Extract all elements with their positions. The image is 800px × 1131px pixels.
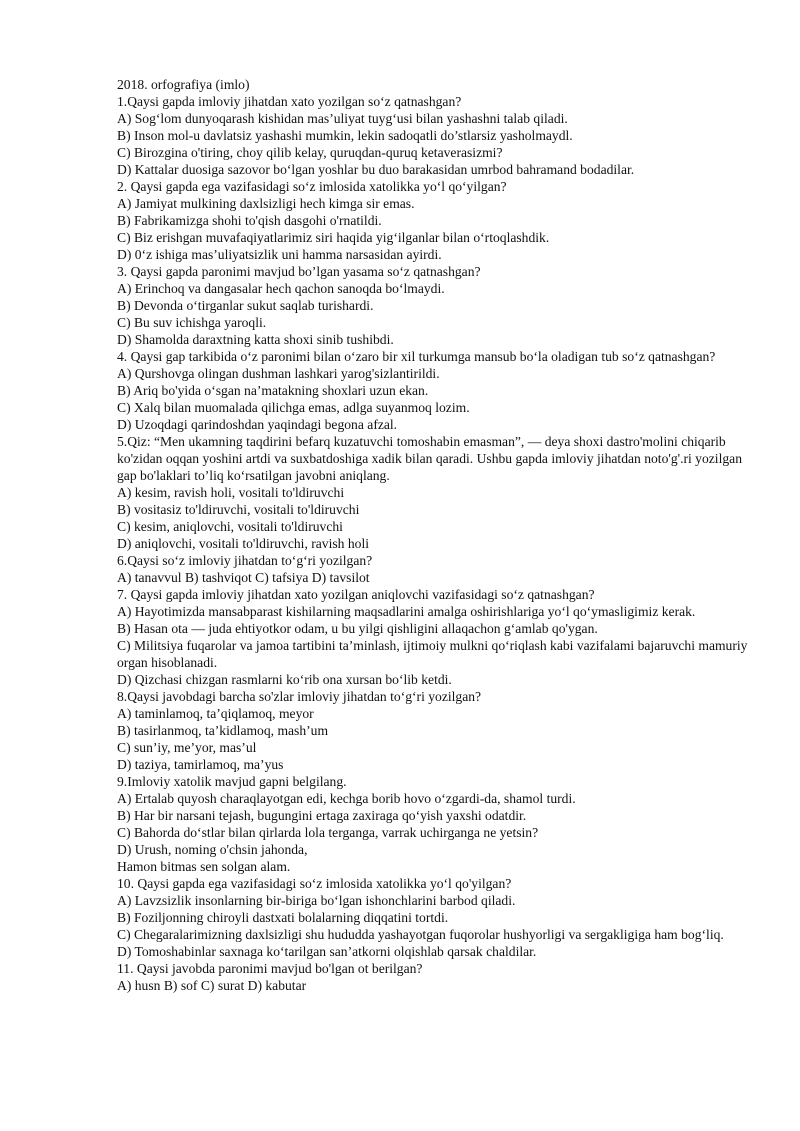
text-line: B) Fabrikamizga shohi to'qish dasgohi o'rnatildi. <box>117 213 382 228</box>
text-line: 3. Qaysi gapda paronimi mavjud bo’lgan yasama so‘z qatnashgan? <box>117 264 481 279</box>
text-line: A) husn B) sof C) surat D) kabutar <box>117 978 307 993</box>
text-line: 6.Qaysi so‘z imloviy jihatdan to‘g‘ri yozilgan? <box>117 553 373 568</box>
text-line: B) tasirlanmoq, ta’kidlamoq, mash’um <box>117 723 329 738</box>
text-line: D) Shamolda daraxtning katta shoxi sinib tushibdi. <box>117 332 394 347</box>
text-line: A) Lavzsizlik insonlarning bir-biriga bo‘lgan ishonchlarini barbod qiladi. <box>117 893 516 908</box>
text-line: C) Chegaralarimizning daxlsizligi shu hududda yashayotgan fuqorolar hushyorligi va sergakligiga ham bog‘liq. <box>117 927 724 942</box>
text-line: A) taminlamoq, ta’qiqlamoq, meyor <box>117 706 314 721</box>
text-line: D) Tomoshabinlar saxnaga ko‘tarilgan san’atkorni olqishlab qarsak chaldilar. <box>117 944 537 959</box>
text-line: 8.Qaysi javobdagi barcha so'zlar imloviy jihatdan to‘g‘ri yozilgan? <box>117 689 482 704</box>
text-line: 10. Qaysi gapda ega vazifasidagi so‘z imlosida xatolikka yo‘l qo'yilgan? <box>117 876 512 891</box>
text-line: A) Erinchoq va dangasalar hech qachon sanoqda bo‘lmaydi. <box>117 281 445 296</box>
text-line: 4. Qaysi gap tarkibida o‘z paronimi bilan o‘zaro bir xil turkumga mansub bo‘la oladigan tub so‘z qatnashgan? <box>117 349 716 364</box>
text-line: A) Jamiyat mulkining daxlsizligi hech kimga sir emas. <box>117 196 415 211</box>
document-body <box>117 76 752 994</box>
text-line: 5.Qiz: “Men ukamning taqdirini befarq kuzatuvchi tomoshabin emasman”, — deya shoxi dastro'molini chiqarib ko'zidan oqqan yoshini artdi va suxbatdoshiga xadik bilan qaradi. Ushbu gapda imloviy jihatdan noto'g'.ri yozilgan gap bo'laklari to’liq ko‘rsatilgan javobni aniqlang. <box>117 434 742 483</box>
text-line: D) Urush, noming o'chsin jahonda, <box>117 842 308 857</box>
document-title: 2018. orfografiya (imlo) <box>117 77 250 92</box>
text-line: 9.Imloviy xatolik mavjud gapni belgilang. <box>117 774 347 789</box>
text-line: A) Sog‘lom dunyoqarash kishidan mas’uliyat tuyg‘usi bilan yashashni talab qiladi. <box>117 111 568 126</box>
text-line: 7. Qaysi gapda imloviy jihatdan xato yozilgan aniqlovchi vazifasidagi so‘z qatnashgan? <box>117 587 595 602</box>
text-line: B) Har bir narsani tejash, bugungini ertaga zaxiraga qo‘yish yaxshi odatdir. <box>117 808 527 823</box>
question-list <box>117 93 752 994</box>
text-line: C) Militsiya fuqarolar va jamoa tartibini ta’minlash, ijtimoiy mulkni qo‘riqlash kabi vazifalami bajaruvchi mamuriy organ hisoblanadi. <box>117 638 748 670</box>
text-line: D) Kattalar duosiga sazovor bo‘lgan yoshlar bu duo barakasidan umrbod bahramand bodadilar. <box>117 162 635 177</box>
text-line: D) aniqlovchi, vositali to'ldiruvchi, ravish holi <box>117 536 370 551</box>
text-line: A) tanavvul B) tashviqot C) tafsiya D) tavsilot <box>117 570 370 585</box>
text-line: A) Ertalab quyosh charaqlayotgan edi, kechga borib hovo o‘zgardi-da, shamol turdi. <box>117 791 576 806</box>
text-line: D) 0‘z ishiga mas’uliyatsizlik uni hamma narsasidan ayirdi. <box>117 247 442 262</box>
text-line: C) kesim, aniqlovchi, vositali to'ldiruvchi <box>117 519 343 534</box>
text-line: B) Devonda o‘tirganlar sukut saqlab turishardi. <box>117 298 374 313</box>
text-line: C) Bahorda do‘stlar bilan qirlarda lola terganga, varrak uchirganga ne yetsin? <box>117 825 539 840</box>
text-line: D) taziya, tamirlamoq, ma’yus <box>117 757 284 772</box>
text-line: A) Hayotimizda mansabparast kishilarning maqsadlarini amalga oshirishlariga yo‘l qo‘ymasligimiz kerak. <box>117 604 696 619</box>
text-line: D) Uzoqdagi qarindoshdan yaqindagi begona afzal. <box>117 417 398 432</box>
text-line: B) Hasan ota — juda ehtiyotkor odam, u bu yilgi qishligini allaqachon g‘amlab qo'ygan. <box>117 621 598 636</box>
text-line: B) vositasiz to'ldiruvchi, vositali to'ldiruvchi <box>117 502 360 517</box>
text-line: A) kesim, ravish holi, vositali to'ldiruvchi <box>117 485 345 500</box>
text-line: B) Foziljonning chiroyli dastxati bolalarning diqqatini tortdi. <box>117 910 449 925</box>
text-line: B) Ariq bo'yida o‘sgan na’matakning shoxlari uzun ekan. <box>117 383 429 398</box>
text-line: Hamon bitmas sen solgan alam. <box>117 859 291 874</box>
text-line: C) Birozgina o'tiring, choy qilib kelay, quruqdan-quruq ketaverasizmi? <box>117 145 503 160</box>
text-line: C) Bu suv ichishga yaroqli. <box>117 315 267 330</box>
text-line: D) Qizchasi chizgan rasmlarni ko‘rib ona xursan bo‘lib ketdi. <box>117 672 452 687</box>
text-line: 2. Qaysi gapda ega vazifasidagi so‘z imlosida xatolikka yo‘l qo‘yilgan? <box>117 179 507 194</box>
text-line: 1.Qaysi gapda imloviy jihatdan xato yozilgan so‘z qatnashgan? <box>117 94 462 109</box>
text-line: C) Xalq bilan muomalada qilichga emas, adlga suyanmoq lozim. <box>117 400 470 415</box>
text-line: C) Biz erishgan muvafaqiyatlarimiz siri haqida yig‘ilganlar bilan o‘rtoqlashdik. <box>117 230 550 245</box>
text-line: B) Inson mol-u davlatsiz yashashi mumkin, lekin sadoqatli do’stlarsiz yasholmaydl. <box>117 128 573 143</box>
text-line: C) sun’iy, me’yor, mas’ul <box>117 740 257 755</box>
text-line: A) Qurshovga olingan dushman lashkari yarog'sizlantirildi. <box>117 366 440 381</box>
text-line: 11. Qaysi javobda paronimi mavjud bo'lgan ot berilgan? <box>117 961 423 976</box>
